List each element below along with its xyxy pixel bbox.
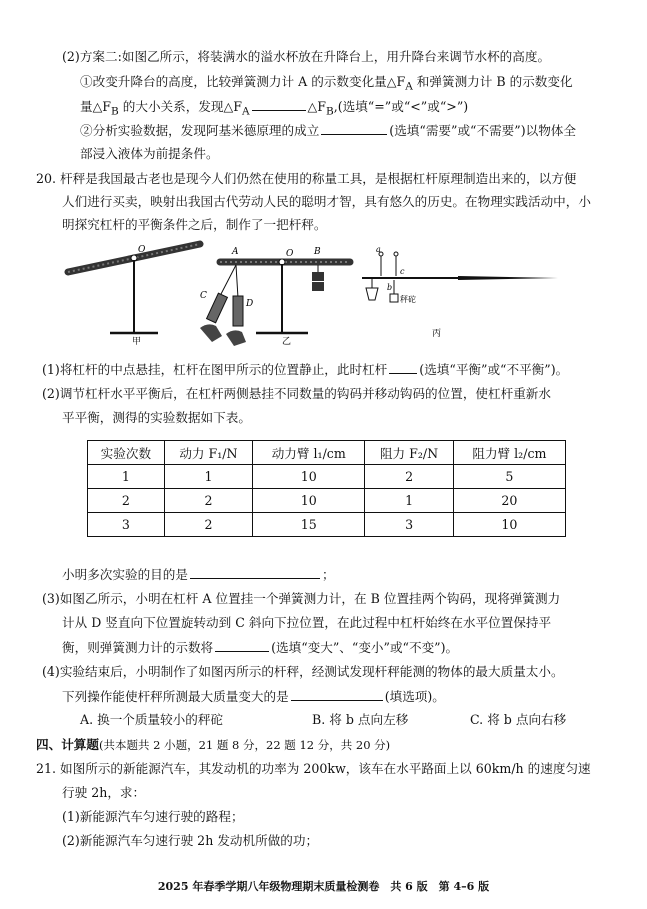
table-cell: 1 <box>365 489 453 513</box>
table-cell: 20 <box>453 489 565 513</box>
q19-part2-intro: (2)方案二:如图乙所示，将装满水的溢水杯放在升降台上，用升降台来调节水杯的高度。 <box>62 49 551 64</box>
label-a: a <box>376 245 381 254</box>
label-A: A <box>232 247 239 257</box>
figure-bing <box>362 245 558 339</box>
answer-blank-option[interactable] <box>291 687 383 701</box>
label-O2: O <box>286 249 294 259</box>
label-bing: 丙 <box>432 329 442 339</box>
q21-sub1: (1)新能源汽车匀速行驶的路程； <box>62 809 244 824</box>
table-row <box>88 465 566 489</box>
label-C: C <box>200 291 207 301</box>
q20-part4-line1: (4)实验结束后，小明制作了如图丙所示的杆秤，经测试发现杆秤能测的物体的最大质量太小。 <box>42 664 564 679</box>
table-header-cell: 实验次数 <box>88 441 165 465</box>
table-cell: 1 <box>88 465 165 489</box>
q20-purpose: 小明多次实验的目的是 ； <box>62 567 335 582</box>
page-footer: 2025 年春季学期八年级物理期末质量检测卷 共 6 版 第 4–6 版 <box>157 880 490 893</box>
q19-step1-line1: ①改变升降台的高度，比较弹簧测力计 A 的示数变化量$\triangle F_A$ 和弹簧测力计 B 的示数变化 <box>80 74 573 93</box>
option-b: B. 将 b 点向左移 <box>312 712 409 727</box>
q20-part3-line2: 计从 D 竖直向下位置旋转动到 C 斜向下拉位置，在此过程中杠杆始终在水平位置保持平 <box>62 615 552 630</box>
q21-line2: 行驶 2h，求： <box>62 785 146 800</box>
label-D: D <box>246 299 254 309</box>
table-cell: 1 <box>164 465 252 489</box>
figure-yi <box>200 247 350 347</box>
table-cell: 2 <box>164 513 252 537</box>
table-row <box>88 513 566 537</box>
answer-blank-need[interactable] <box>321 121 387 135</box>
section4-heading: 四、计算题(共本题共 2 小题，21 题 8 分，22 题 12 分，共 20 分) <box>36 737 391 752</box>
lever-figure <box>60 236 620 348</box>
table-cell: 3 <box>88 513 165 537</box>
table-cell: 10 <box>253 465 365 489</box>
q20-part1: (1)将杠杆的中点悬挂，杠杆在图甲所示的位置静止，此时杠杆 (选填“平衡”或“不平衡”)。 <box>42 362 569 377</box>
table-cell: 10 <box>253 489 365 513</box>
label-jia: 甲 <box>132 337 142 347</box>
q20-part4-line2: 下列操作能使杆秤所测最大质量变大的是 (填选项)。 <box>62 689 445 704</box>
q20-part3-line1: (3)如图乙所示，小明在杠杆 A 位置挂一个弹簧测力计，在 B 位置挂两个钩码，现将弹簧测力 <box>42 591 561 606</box>
q20-intro-line2: 人们进行买卖，映射出我国古代劳动人民的聪明才智，具有悠久的历史。在物理实践活动中，小 <box>62 194 591 209</box>
table-cell: 2 <box>365 465 453 489</box>
table-header-cell: 动力 F₁/N <box>164 441 252 465</box>
table-header-cell: 动力臂 l₁/cm <box>253 441 365 465</box>
answer-blank-balance[interactable] <box>389 360 417 374</box>
table-cell: 15 <box>253 513 365 537</box>
experiment-table <box>87 440 566 537</box>
table-cell: 3 <box>365 513 453 537</box>
figure-jia <box>68 244 200 347</box>
option-c: C. 将 b 点向右移 <box>470 712 567 727</box>
table-header-row <box>88 441 566 465</box>
label-weight: 秤砣 <box>400 295 416 304</box>
table-cell: 2 <box>164 489 252 513</box>
answer-blank-reading[interactable] <box>215 638 269 652</box>
q20-part3-line3: 衡，则弹簧测力计的示数将 (选填“变大”、“变小”或“不变”)。 <box>62 640 459 655</box>
label-c: c <box>400 267 405 276</box>
q20-part2-line1: (2)调节杠杆水平平衡后，在杠杆两侧悬挂不同数量的钩码并移动钩码的位置，使杠杆重新水 <box>42 386 551 401</box>
answer-blank-compare[interactable] <box>252 97 306 111</box>
q20-intro-line3: 明探究杠杆的平衡条件之后，制作了一把杆秤。 <box>62 217 327 232</box>
table-header-cell: 阻力 F₂/N <box>365 441 453 465</box>
answer-blank-purpose[interactable] <box>190 565 320 579</box>
q21-line1: 21. 如图所示的新能源汽车，其发动机的功率为 200kw，该车在水平路面上以 60km/h 的速度匀速 <box>36 761 591 776</box>
label-b: b <box>387 283 393 292</box>
q19-step1-line2: 量$\triangle F_B$ 的大小关系，发现$\triangle F_A$ $\triangle F_B$,(选填“=”或“<”或“>”) <box>80 99 469 118</box>
table-cell: 10 <box>453 513 565 537</box>
q21-sub2: (2)新能源汽车匀速行驶 2h 发动机所做的功； <box>62 833 319 848</box>
q19-step2-line1: ②分析实验数据，发现阿基米德原理的成立 (选填“需要”或“不需要”)以物体全 <box>80 123 576 138</box>
table-header-cell: 阻力臂 l₂/cm <box>453 441 565 465</box>
table-row <box>88 489 566 513</box>
label-O1: O <box>138 245 146 255</box>
q19-step2-line2: 部浸入液体为前提条件。 <box>80 146 219 161</box>
label-yi: 乙 <box>282 337 292 347</box>
q20-part2-line2: 平平衡，测得的实验数据如下表。 <box>62 410 251 425</box>
table-cell: 5 <box>453 465 565 489</box>
label-B: B <box>314 247 321 257</box>
q20-intro-line1: 20. 杆秤是我国最古老也是现今人们仍然在使用的称量工具，是根据杠杆原理制造出来的，以方便 <box>36 171 577 186</box>
table-cell: 2 <box>88 489 165 513</box>
option-a: A. 换一个质量较小的秤砣 <box>80 712 224 727</box>
